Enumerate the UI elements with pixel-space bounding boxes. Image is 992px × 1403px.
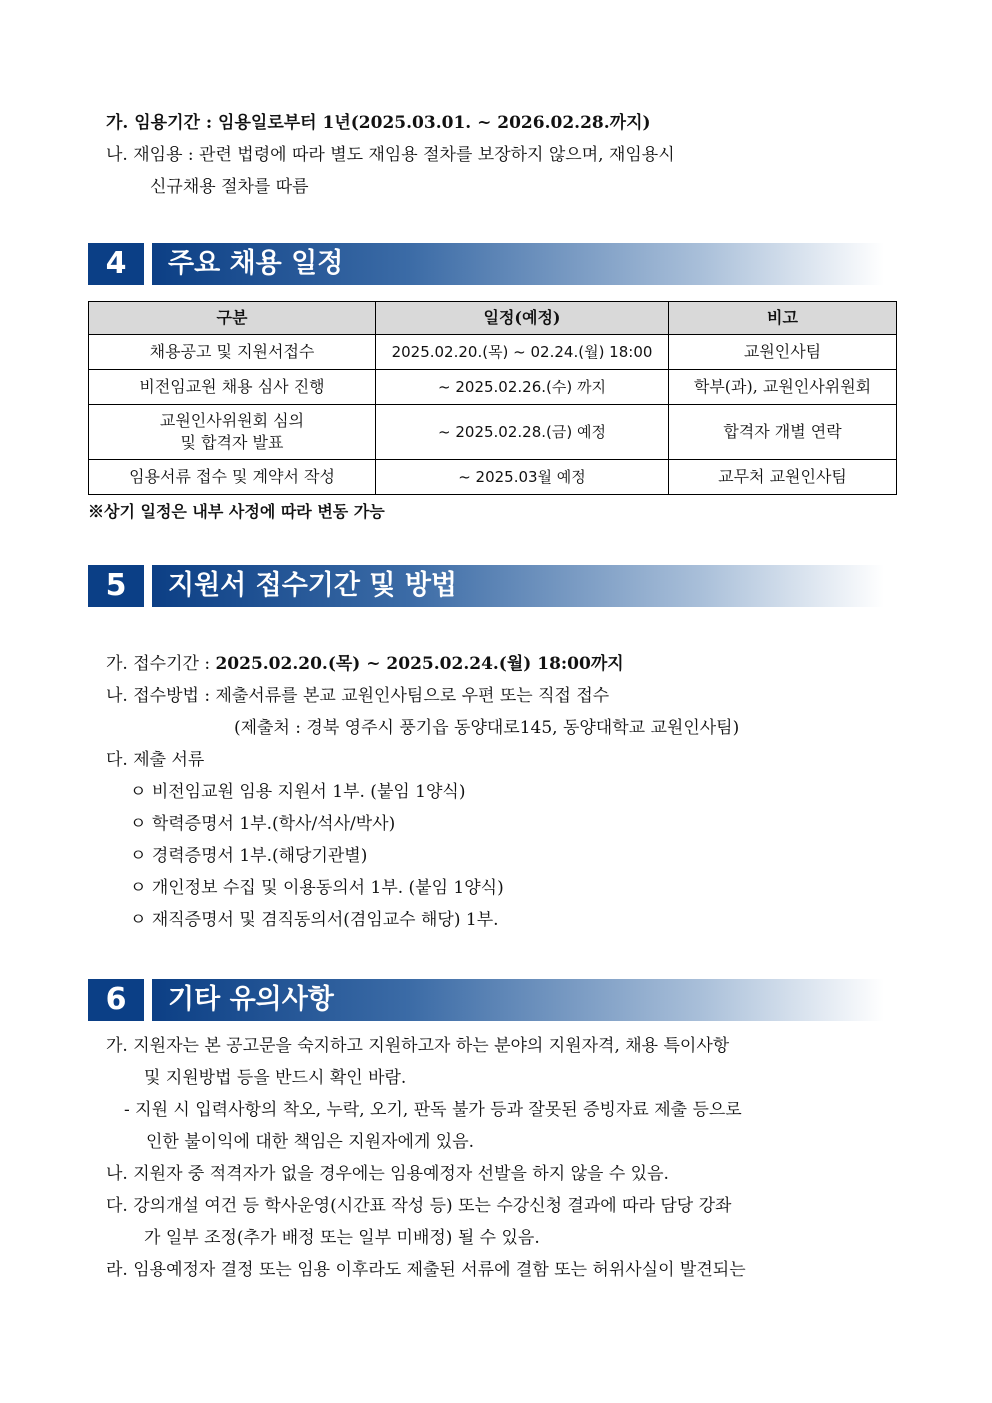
- term-period: 가. 임용기간 : 임용일로부터 1년(2025.03.01. ~ 2026.02.28.까지): [106, 113, 651, 133]
- row-category-line-2: 및 합격자 발표: [180, 433, 284, 452]
- col-header-note: 비고: [669, 302, 897, 335]
- notice-line: 가 일부 조정(추가 배정 또는 일부 미배정) 될 수 있음.: [144, 1228, 540, 1248]
- section-4-number: 4: [88, 243, 144, 285]
- submission-address: (제출처 : 경북 영주시 풍기읍 동양대로145, 동양대학교 교원인사팀): [234, 718, 740, 738]
- section-4-header: [88, 243, 884, 285]
- row-category: 비전임교원 채용 심사 진행: [89, 370, 376, 405]
- reappointment-line-1: 나. 재임용 : 관련 법령에 따라 별도 재임용 절차를 보장하지 않으며, 재임용시: [106, 145, 675, 165]
- table-header-row: [89, 302, 897, 335]
- col-header-category: 구분: [89, 302, 376, 335]
- submission-period-label: 가. 접수기간 :: [106, 654, 216, 674]
- submission-method: 나. 접수방법 : 제출서류를 본교 교원인사팀으로 우편 또는 직접 접수: [106, 686, 610, 706]
- notice-line: 다. 강의개설 여건 등 학사운영(시간표 작성 등) 또는 수강신청 결과에 따라 담당 강좌: [106, 1196, 732, 1216]
- list-item: ㅇ 비전임교원 임용 지원서 1부. (붙임 1양식): [130, 782, 466, 802]
- row-date: ~ 2025.03월 예정: [376, 460, 669, 495]
- section-5-number: 5: [88, 565, 144, 607]
- section-6-number: 6: [88, 979, 144, 1021]
- notice-line: 라. 임용예정자 결정 또는 임용 이후라도 제출된 서류에 결함 또는 허위사실이 발견되는: [106, 1260, 746, 1280]
- row-category: [89, 405, 376, 460]
- table-row: [89, 335, 897, 370]
- notice-line: 및 지원방법 등을 반드시 확인 바람.: [144, 1068, 407, 1088]
- list-item: ㅇ 학력증명서 1부.(학사/석사/박사): [130, 814, 396, 834]
- notice-line: 나. 지원자 중 적격자가 없을 경우에는 임용예정자 선발을 하지 않을 수 있음.: [106, 1164, 669, 1184]
- col-header-schedule: 일정(예정): [376, 302, 669, 335]
- row-category: 임용서류 접수 및 계약서 작성: [89, 460, 376, 495]
- submission-period-value: 2025.02.20.(목) ~ 2025.02.24.(월) 18:00까지: [215, 654, 624, 674]
- section-4-title: 주요 채용 일정: [152, 243, 884, 285]
- row-note: 교원인사팀: [669, 335, 897, 370]
- row-note: 교무처 교원인사팀: [669, 460, 897, 495]
- section-6-header: [88, 979, 884, 1021]
- notice-line: - 지원 시 입력사항의 착오, 누락, 오기, 판독 불가 등과 잘못된 증빙자료 제출 등으로: [124, 1100, 742, 1120]
- schedule-table: [88, 301, 897, 495]
- list-item: ㅇ 재직증명서 및 겸직동의서(겸임교수 해당) 1부.: [130, 910, 499, 930]
- reappointment-line-2: 신규채용 절차를 따름: [150, 177, 309, 197]
- row-date: ~ 2025.02.28.(금) 예정: [376, 405, 669, 460]
- row-date: ~ 2025.02.26.(수) 까지: [376, 370, 669, 405]
- table-row: [89, 405, 897, 460]
- list-item: ㅇ 경력증명서 1부.(해당기관별): [130, 846, 368, 866]
- section-5-title: 지원서 접수기간 및 방법: [152, 565, 884, 607]
- row-category-line-1: 교원인사위원회 심의: [159, 411, 305, 430]
- row-note: 학부(과), 교원인사위원회: [669, 370, 897, 405]
- row-category: 채용공고 및 지원서접수: [89, 335, 376, 370]
- section-6-title: 기타 유의사항: [152, 979, 884, 1021]
- schedule-footnote: ※상기 일정은 내부 사정에 따라 변동 가능: [88, 502, 385, 521]
- list-item: ㅇ 개인정보 수집 및 이용동의서 1부. (붙임 1양식): [130, 878, 504, 898]
- row-note: 합격자 개별 연락: [669, 405, 897, 460]
- table-row: [89, 370, 897, 405]
- section-5-header: [88, 565, 884, 607]
- submission-period: [106, 652, 624, 676]
- documents-heading: 다. 제출 서류: [106, 750, 205, 770]
- notice-line: 가. 지원자는 본 공고문을 숙지하고 지원하고자 하는 분야의 지원자격, 채용 특이사항: [106, 1036, 730, 1056]
- notice-line: 인한 불이익에 대한 책임은 지원자에게 있음.: [146, 1132, 475, 1152]
- row-date: 2025.02.20.(목) ~ 02.24.(월) 18:00: [376, 335, 669, 370]
- table-row: [89, 460, 897, 495]
